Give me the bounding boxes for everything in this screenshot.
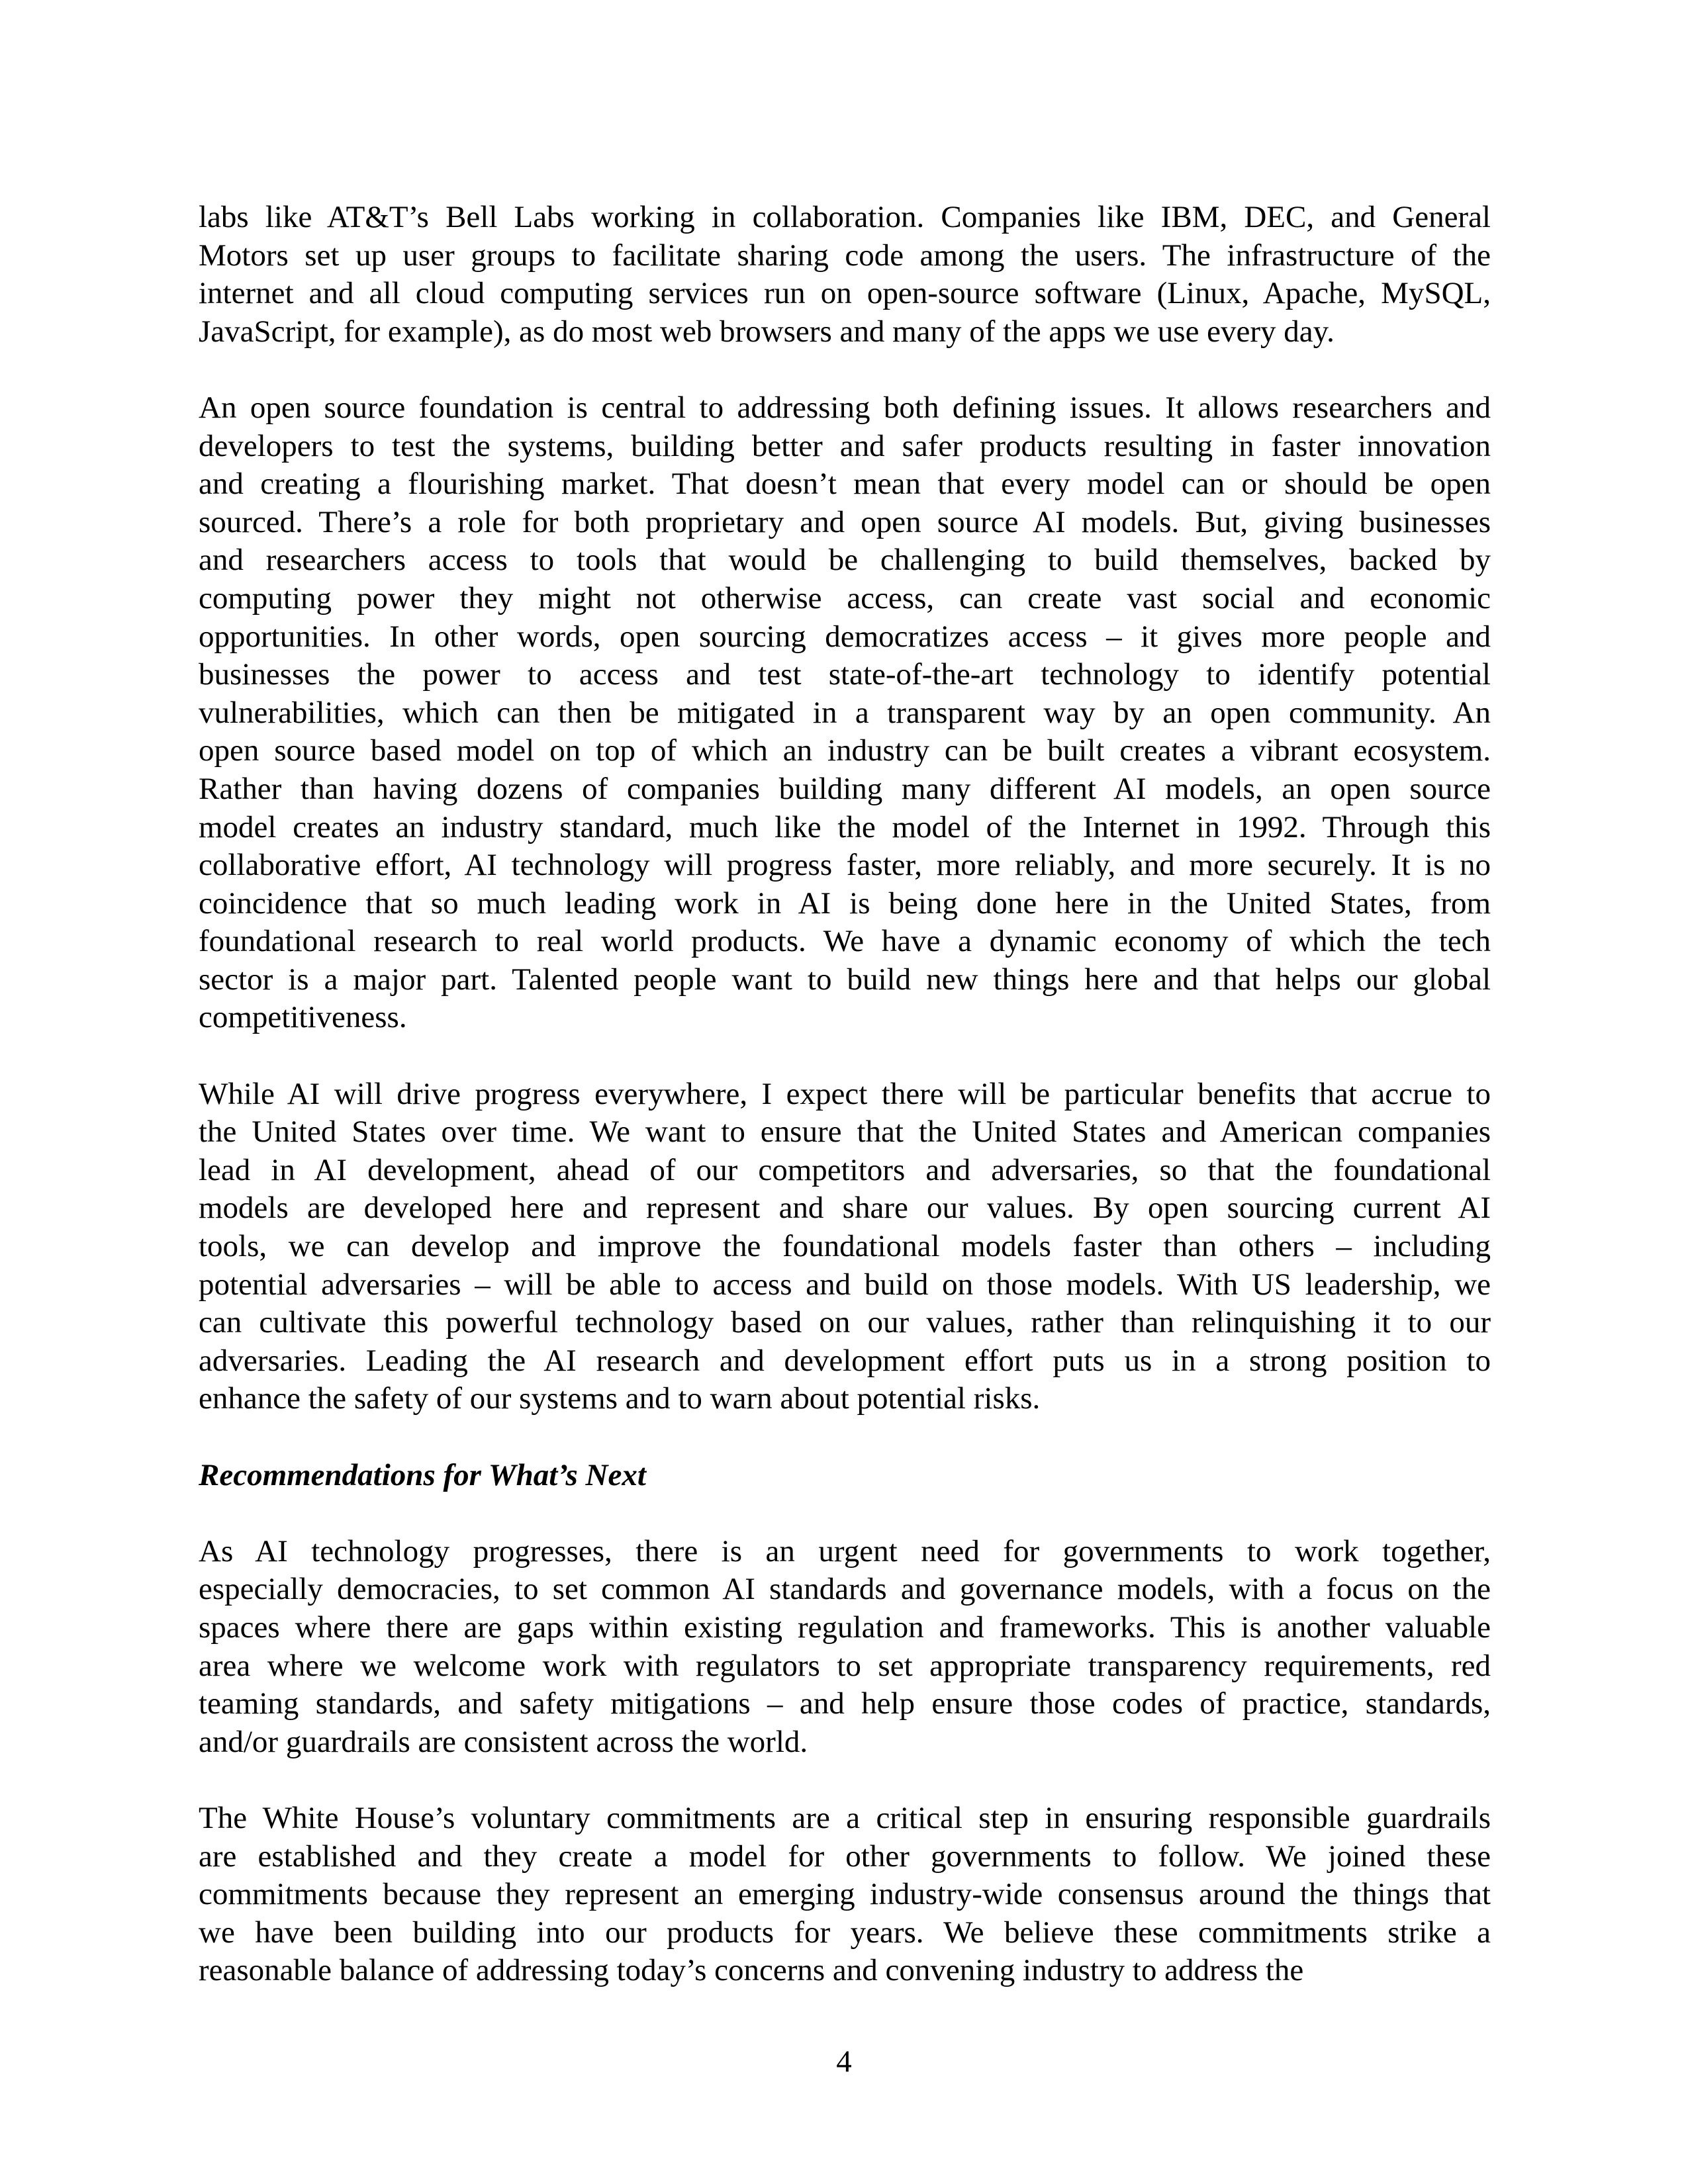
text-line: can cultivate this powerful technology based on our values, rather than relinquishing it to our xyxy=(199,1305,1491,1340)
text-line: potential adversaries – will be able to access and build on those models. With US leadership, we xyxy=(199,1267,1491,1302)
text-line: spaces where there are gaps within existing regulation and frameworks. This is another valuable xyxy=(199,1610,1491,1645)
text-line: sector is a major part. Talented people want to build new things here and that helps our global xyxy=(199,962,1491,997)
text-line: reasonable balance of addressing today’s concerns and convening industry to address the xyxy=(199,1953,1304,1988)
text-line: we have been building into our products for years. We believe these commitments strike a xyxy=(199,1915,1491,1950)
text-line: and/or guardrails are consistent across the world. xyxy=(199,1724,808,1759)
text-line: While AI will drive progress everywhere, I expect there will be particular benefits that accrue to xyxy=(199,1076,1491,1111)
text-line: foundational research to real world products. We have a dynamic economy of which the tech xyxy=(199,924,1491,959)
page-number: 4 xyxy=(836,2044,852,2079)
paragraph xyxy=(199,1533,1491,1762)
text-line: vulnerabilities, which can then be mitigated in a transparent way by an open community. An xyxy=(199,695,1491,730)
text-line: Rather than having dozens of companies building many different AI models, an open source xyxy=(199,771,1491,806)
text-line: coincidence that so much leading work in AI is being done here in the United States, from xyxy=(199,886,1491,921)
text-line: commitments because they represent an emerging industry-wide consensus around the things that xyxy=(199,1877,1491,1912)
text-line: models are developed here and represent and share our values. By open sourcing current AI xyxy=(199,1191,1491,1226)
paragraph xyxy=(199,389,1491,1037)
text-line: opportunities. In other words, open sourcing democratizes access – it gives more people and xyxy=(199,619,1491,654)
text-line: As AI technology progresses, there is an urgent need for governments to work together, xyxy=(199,1533,1491,1569)
text-line: computing power they might not otherwise access, can create vast social and economic xyxy=(199,580,1491,615)
text-line: labs like AT&T’s Bell Labs working in collaboration. Companies like IBM, DEC, and General xyxy=(199,200,1491,234)
text-line: model creates an industry standard, much like the model of the Internet in 1992. Through this xyxy=(199,809,1491,844)
text-line: developers to test the systems, building better and safer products resulting in faster innovation xyxy=(199,428,1491,463)
paragraph xyxy=(199,1799,1491,1990)
text-line: JavaScript, for example), as do most web browsers and many of the apps we use every day. xyxy=(199,314,1335,349)
text-line: lead in AI development, ahead of our competitors and adversaries, so that the foundational xyxy=(199,1152,1491,1187)
text-line: open source based model on top of which an industry can be built creates a vibrant ecosystem. xyxy=(199,733,1491,768)
text-line: are established and they create a model for other governments to follow. We joined these xyxy=(199,1839,1491,1874)
text-line: teaming standards, and safety mitigations – and help ensure those codes of practice, standards, xyxy=(199,1686,1491,1721)
document-body xyxy=(199,199,1491,2028)
text-line: tools, we can develop and improve the foundational models faster than others – including xyxy=(199,1229,1491,1264)
text-line: adversaries. Leading the AI research and development effort puts us in a strong position to xyxy=(199,1343,1491,1378)
text-line: the United States over time. We want to ensure that the United States and American companies xyxy=(199,1115,1491,1150)
text-line: The White House’s voluntary commitments are a critical step in ensuring responsible guardrails xyxy=(199,1800,1491,1835)
text-line: area where we welcome work with regulators to set appropriate transparency requirements, red xyxy=(199,1648,1491,1683)
text-line: enhance the safety of our systems and to warn about potential risks. xyxy=(199,1381,1041,1416)
text-line: businesses the power to access and test state-of-the-art technology to identify potential xyxy=(199,657,1491,692)
paragraph xyxy=(199,199,1491,351)
text-line: sourced. There’s a role for both proprietary and open source AI models. But, giving businesses xyxy=(199,504,1491,539)
text-line: collaborative effort, AI technology will progress faster, more reliably, and more securely. It is no xyxy=(199,848,1491,883)
text-line: and creating a flourishing market. That doesn’t mean that every model can or should be open xyxy=(199,467,1491,502)
text-line: Motors set up user groups to facilitate sharing code among the users. The infrastructure of the xyxy=(199,238,1491,273)
paragraph xyxy=(199,1075,1491,1418)
section-heading: Recommendations for What’s Next xyxy=(199,1457,646,1492)
text-line: and researchers access to tools that would be challenging to build themselves, backed by xyxy=(199,543,1491,578)
text-line: especially democracies, to set common AI standards and governance models, with a focus on the xyxy=(199,1572,1491,1607)
text-line: An open source foundation is central to addressing both defining issues. It allows researchers and xyxy=(199,390,1491,425)
text-line: internet and all cloud computing services run on open-source software (Linux, Apache, MySQL, xyxy=(199,276,1491,311)
text-line: competitiveness. xyxy=(199,1000,407,1035)
